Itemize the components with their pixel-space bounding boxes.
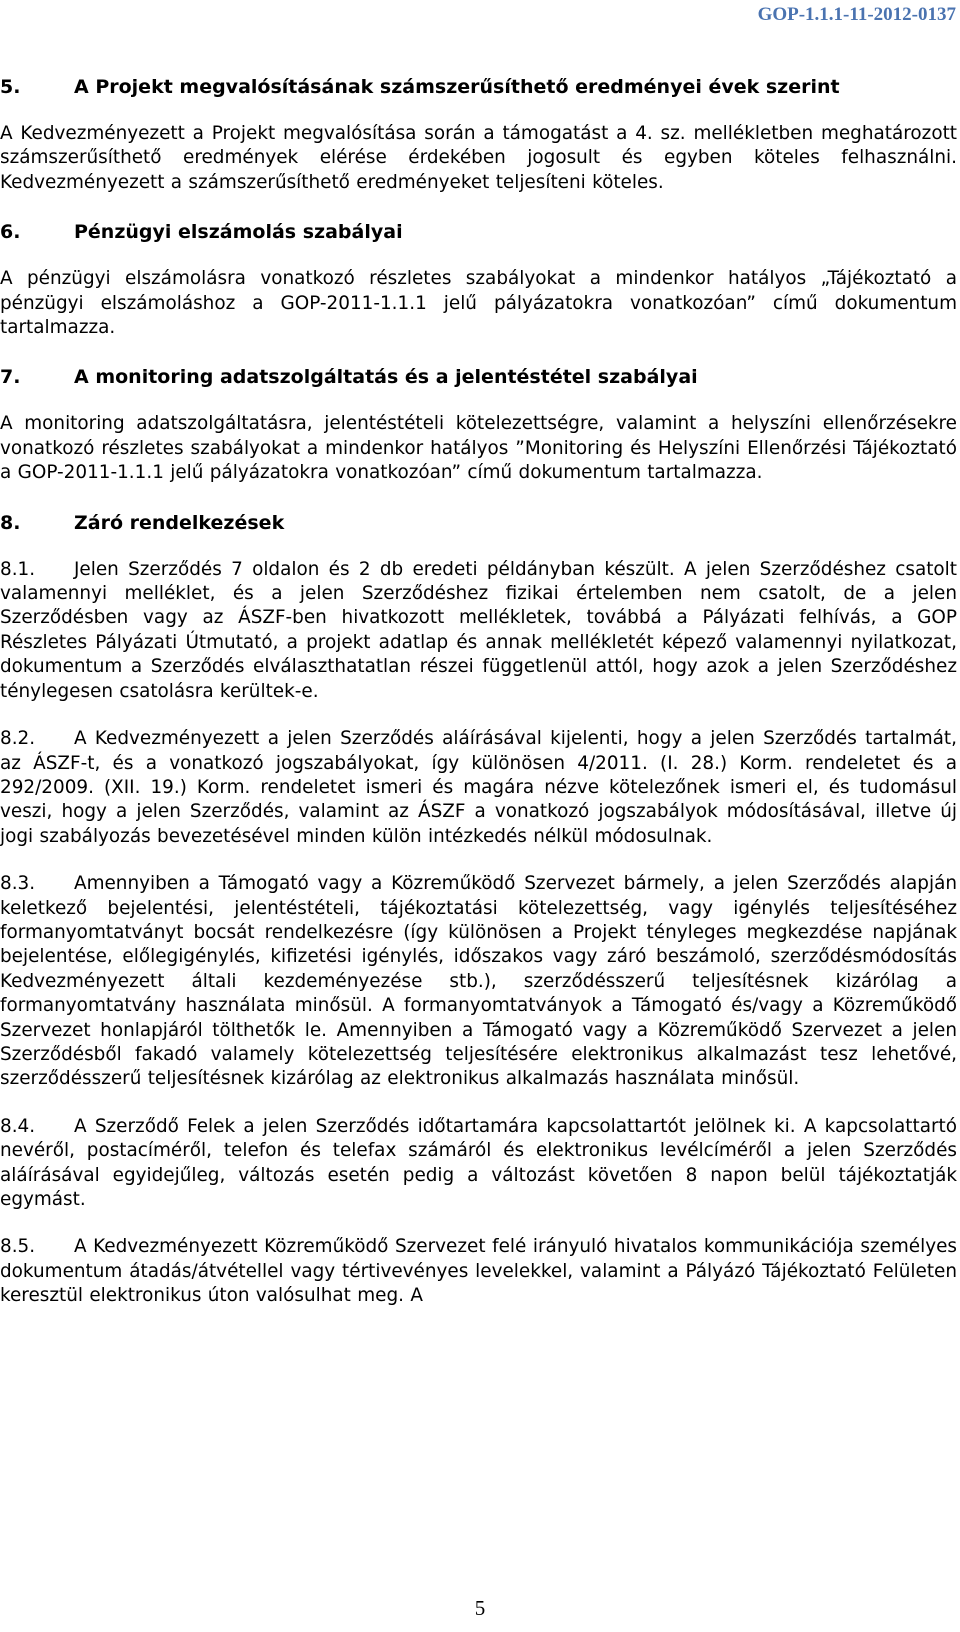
section-5-paragraph: A Kedvezményezett a Projekt megvalósítása során a támogatást a 4. sz. mellékletben meghatározott számszerűsíthető eredmények elérése érdekében jogosult és egyben köteles felhasználni. Kedvezményezett a számszerűsíthető eredményeket teljesíteni köteles. [0,123,957,193]
section-6-paragraph: A pénzügyi elszámolásra vonatkozó részletes szabályokat a mindenkor hatályos „Tájékoztató a pénzügyi elszámoláshoz a GOP-2011-1.1.1 jelű pályázatokra vonatkozóan” című dokumentum tartalmazza. [0,268,957,339]
clause-number: 8.5. [0,1236,36,1258]
section-heading-5 [0,74,957,100]
clause-8-1 [0,558,957,704]
section-number: 8. [0,511,21,534]
clause-8-3 [0,872,957,1092]
section-heading-7 [0,364,957,390]
clause-text: A Kedvezményezett a jelen Szerződés aláírásával kijelenti, hogy a jelen Szerződés tartalmát, az ÁSZF-t, és a vonatkozó jogszabályokat, így különösen 4/2011. (I. 28.) Korm. rendeletet és a 292/2009. (XII. 19.) Korm. rendeletet ismeri és magára nézve kötelezőnek ismeri el, és tudomásul veszi, hogy a jelen Szerződés, valamint az ÁSZF a vonatkozó jogszabályok módosításával, illetve új jogi szabályozás bevezetésével minden külön intézkedés nélkül módosulnak. [0,728,957,847]
clause-8-5 [0,1235,957,1308]
clause-number: 8.1. [0,558,36,580]
clause-number: 8.3. [0,873,36,895]
clause-text: A Kedvezményezett Közreműködő Szervezet felé irányuló hivatalos kommunikációja személyes dokumentum átadás/átvétellel vagy tértivevényes levelekkel, valamint a Pályázó Tájékoztató Felületen keresztül elektronikus úton valósulhat meg. A [0,1236,957,1307]
section-heading-6 [0,219,957,245]
section-title: A monitoring adatszolgáltatás és a jelentéstétel szabályai [74,366,698,389]
clause-number: 8.2. [0,728,36,750]
section-heading-8 [0,510,957,536]
section-title: Záró rendelkezések [74,511,285,534]
document-body [0,74,957,1332]
section-number: 7. [0,366,21,389]
section-7-paragraph: A monitoring adatszolgáltatásra, jelentéstételi kötelezettségre, valamint a helyszíni ellenőrzésekre vonatkozó részletes szabályokat a mindenkor hatályos ”Monitoring és Helyszíni Ellenőrzési Tájékoztató a GOP-2011-1.1.1 jelű pályázatokra vonatkozóan” című dokumentum tartalmazza. [0,413,957,484]
document-code: GOP-1.1.1-11-2012-0137 [757,4,956,25]
clause-8-2 [0,727,957,849]
section-number: 5. [0,76,21,98]
clause-number: 8.4. [0,1115,36,1137]
clause-text: A Szerződő Felek a jelen Szerződés időtartamára kapcsolattartót jelölnek ki. A kapcsolattartó nevéről, postacíméről, telefon és telefax számáról és elektronikus levélcíméről a jelen Szerződés aláírásával egyidejűleg, változás esetén pedig a változást követően 8 napon belül tájékoztatják egymást. [0,1115,957,1210]
clause-text: Amennyiben a Támogató vagy a Közreműködő Szervezet bármely, a jelen Szerződés alapján keletkező bejelentési, jelentéstételi, tájékoztatási kötelezettség, vagy igénylés teljesítéséhez formanyomtatványt bocsát rendelkezésre (így különösen a Projekt tényleges megkezdése napjának bejelentése, előlegigénylés, kifizetési igénylés, időszakos vagy záró beszámoló, szerződésmódosítás Kedvezményezett általi kezdeményezése stb.), szerződésszerű teljesítésnek kizárólag a formanyomtatvány használata minősül. A formanyomtatványok a Támogató és/vagy a Közreműködő Szervezet honlapjáról tölthetők le. Amennyiben a Támogató vagy a Közreműködő Szervezet a jelen Szerződésből fakadó valamely kötelezettség teljesítésére elektronikus alkalmazást tesz lehetővé, szerződésszerű teljesítésnek kizárólag az elektronikus alkalmazás használata minősül. [0,873,957,1090]
clause-8-4 [0,1115,957,1213]
section-number: 6. [0,221,21,244]
section-title: Pénzügyi elszámolás szabályai [74,221,403,244]
section-title: A Projekt megvalósításának számszerűsíthető eredményei évek szerint [74,76,840,98]
clause-text: Jelen Szerződés 7 oldalon és 2 db eredeti példányban készült. A jelen Szerződéshez csatolt valamennyi melléklet, és a jelen Szerződéshez fizikai értelemben nem csatolt, de a jelen Szerződésben vagy az ÁSZF-ben hivatkozott mellékletek, továbbá a Pályázati felhívás, a GOP Részletes Pályázati Útmutató, a projekt adatlap és annak mellékletét képező valamennyi nyilatkozat, dokumentum a Szerződés elválaszthatatlan részei függetlenül attól, hogy azok a jelen Szerződéshez ténylegesen csatolásra kerültek-e. [0,558,957,702]
page-number: 5 [474,1596,486,1620]
